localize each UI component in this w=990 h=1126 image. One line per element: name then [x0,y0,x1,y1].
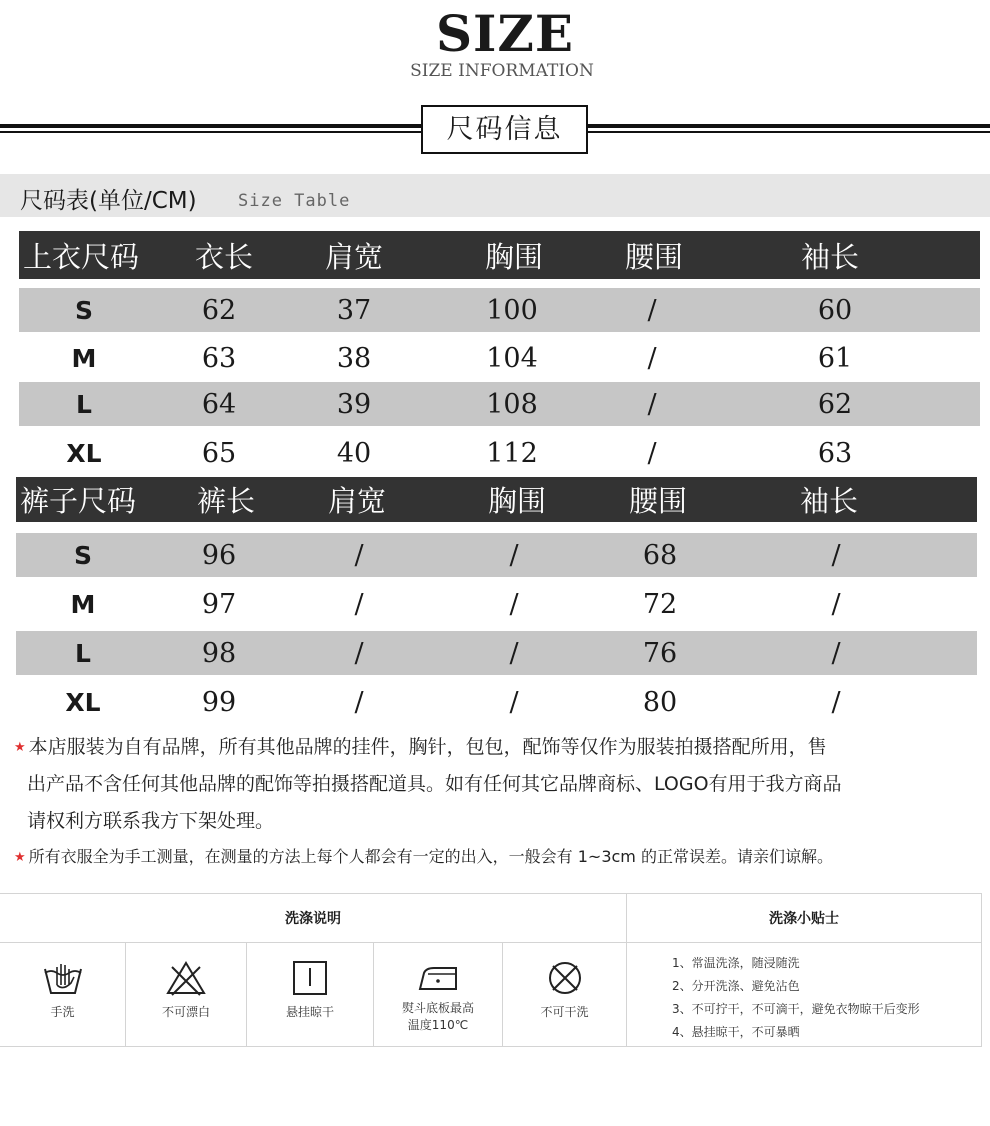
care-tip: 4、悬挂晾干，不可暴晒 [672,1025,800,1039]
value-cell: 68 [642,539,678,571]
page-subtitle: SIZE INFORMATION [410,61,594,81]
size-cell: S [74,295,93,325]
value-cell: 60 [817,294,853,326]
value-cell: 80 [642,686,678,718]
note-text: 请权利方联系我方下架处理。 [27,810,275,832]
value-cell: / [831,539,841,571]
care-item-label: 温度110℃ [407,1018,469,1032]
value-cell: / [831,686,841,718]
care-item-no-dry-clean [503,943,626,1046]
care-tips-list [672,952,920,1044]
care-item-iron [374,943,502,1046]
size-cell: XL [66,438,102,468]
value-cell: 96 [201,539,237,571]
value-cell: 63 [201,342,237,374]
table-row [16,631,977,675]
header-cell: 裤长 [196,484,255,518]
no-bleach-icon [164,959,208,997]
value-cell: 63 [817,437,853,469]
star-icon: ★ [14,850,26,865]
pants-table-header [16,477,977,522]
value-cell: / [831,637,841,669]
value-cell: 64 [201,388,237,420]
value-cell: 38 [336,342,372,374]
value-cell: / [354,539,364,571]
iron-icon [414,959,462,997]
table-row [16,533,977,577]
divider-right-thin [586,131,990,133]
size-table-bar [0,174,990,217]
header-cell: 裤子尺码 [20,484,137,518]
value-cell: / [647,388,657,420]
value-cell: 98 [201,637,237,669]
care-item-label: 不可漂白 [161,1005,210,1019]
measurement-note [14,838,833,876]
header-cell: 肩宽 [327,484,386,518]
value-cell: / [509,539,519,571]
care-item-label: 熨斗底板最高 [401,1001,474,1015]
care-item-label: 手洗 [50,1005,75,1019]
hang-dry-icon [288,959,332,997]
value-cell: / [509,637,519,669]
value-cell: / [647,294,657,326]
value-cell: 104 [486,342,538,374]
value-cell: 61 [817,342,853,374]
value-cell: / [509,686,519,718]
header-cell: 上衣尺码 [23,239,140,274]
care-table [0,893,982,1047]
size-cell: XL [65,687,101,717]
value-cell: 37 [336,294,372,326]
table-row [19,431,980,475]
value-cell: / [831,588,841,620]
value-cell: / [354,637,364,669]
table-row [16,582,977,626]
header-cell: 衣长 [194,239,253,274]
hand-wash-icon [41,959,85,997]
value-cell: 65 [201,437,237,469]
value-cell: 62 [817,388,853,420]
table-row [19,382,980,426]
value-cell: / [509,588,519,620]
header-cell: 袖长 [800,239,859,274]
size-cell: M [71,343,97,373]
value-cell: / [354,686,364,718]
size-table-label: 尺码表(单位/CM) [20,188,197,214]
value-cell: 112 [486,437,538,469]
header-cell: 胸围 [484,239,543,274]
header-cell: 腰围 [624,239,683,274]
note-line [14,766,842,803]
value-cell: / [647,437,657,469]
table-row [19,288,980,332]
care-divider [981,894,982,1046]
divider-left-thick [0,124,421,128]
size-cell: S [73,540,92,570]
care-item-hand-wash [0,943,125,1046]
table-row [19,336,980,380]
value-cell: 97 [201,588,237,620]
care-tip: 3、不可拧干，不可滴干，避免衣物晾干后变形 [672,1002,920,1016]
size-cell: L [76,389,92,419]
care-item-label: 不可干洗 [540,1005,589,1019]
care-instructions-title: 洗涤说明 [285,911,341,927]
note-line [14,803,842,840]
note-text: 本店服装为自有品牌，所有其他品牌的挂件，胸针，包包，配饰等仅作为服装拍摄搭配所用，售 [28,736,827,758]
care-tip: 1、常温洗涤，随浸随洗 [672,956,800,970]
size-cell: L [75,638,91,668]
note-text: 所有衣服全为手工测量，在测量的方法上每个人都会有一定的出入，一般会有 1~3cm 的正常误差。请亲们谅解。 [28,847,833,866]
care-item-no-bleach [126,943,246,1046]
note-line [14,729,842,766]
star-icon: ★ [14,740,26,755]
divider-left-thin [0,131,421,133]
value-cell: 72 [642,588,678,620]
brand-disclaimer-note [14,729,842,840]
value-cell: 108 [486,388,538,420]
value-cell: 40 [336,437,372,469]
header-cell: 胸围 [487,484,546,518]
care-item-hang-dry [247,943,373,1046]
care-tips-title: 洗涤小贴士 [769,911,839,927]
page-title: SIZE [435,4,575,63]
table-row [16,680,977,724]
divider-right-thick [586,124,990,128]
size-table-label-en: Size Table [238,191,351,211]
header-cell: 肩宽 [324,239,383,274]
care-item-label: 悬挂晾干 [285,1005,334,1019]
size-cell: M [70,589,96,619]
value-cell: 99 [201,686,237,718]
header-cell: 腰围 [628,484,687,518]
value-cell: / [647,342,657,374]
header-cell: 袖长 [799,484,858,518]
value-cell: 39 [336,388,372,420]
tops-table-header [19,231,980,279]
care-tip: 2、分开洗涤、避免沾色 [672,979,800,993]
section-banner: 尺码信息 [421,105,588,154]
note-text: 出产品不含任何其他品牌的配饰等拍摄搭配道具。如有任何其它品牌商标、LOGO有用于我方商品 [27,773,842,795]
value-cell: 76 [642,637,678,669]
value-cell: / [354,588,364,620]
no-dry-clean-icon [543,959,587,997]
value-cell: 62 [201,294,237,326]
value-cell: 100 [486,294,538,326]
